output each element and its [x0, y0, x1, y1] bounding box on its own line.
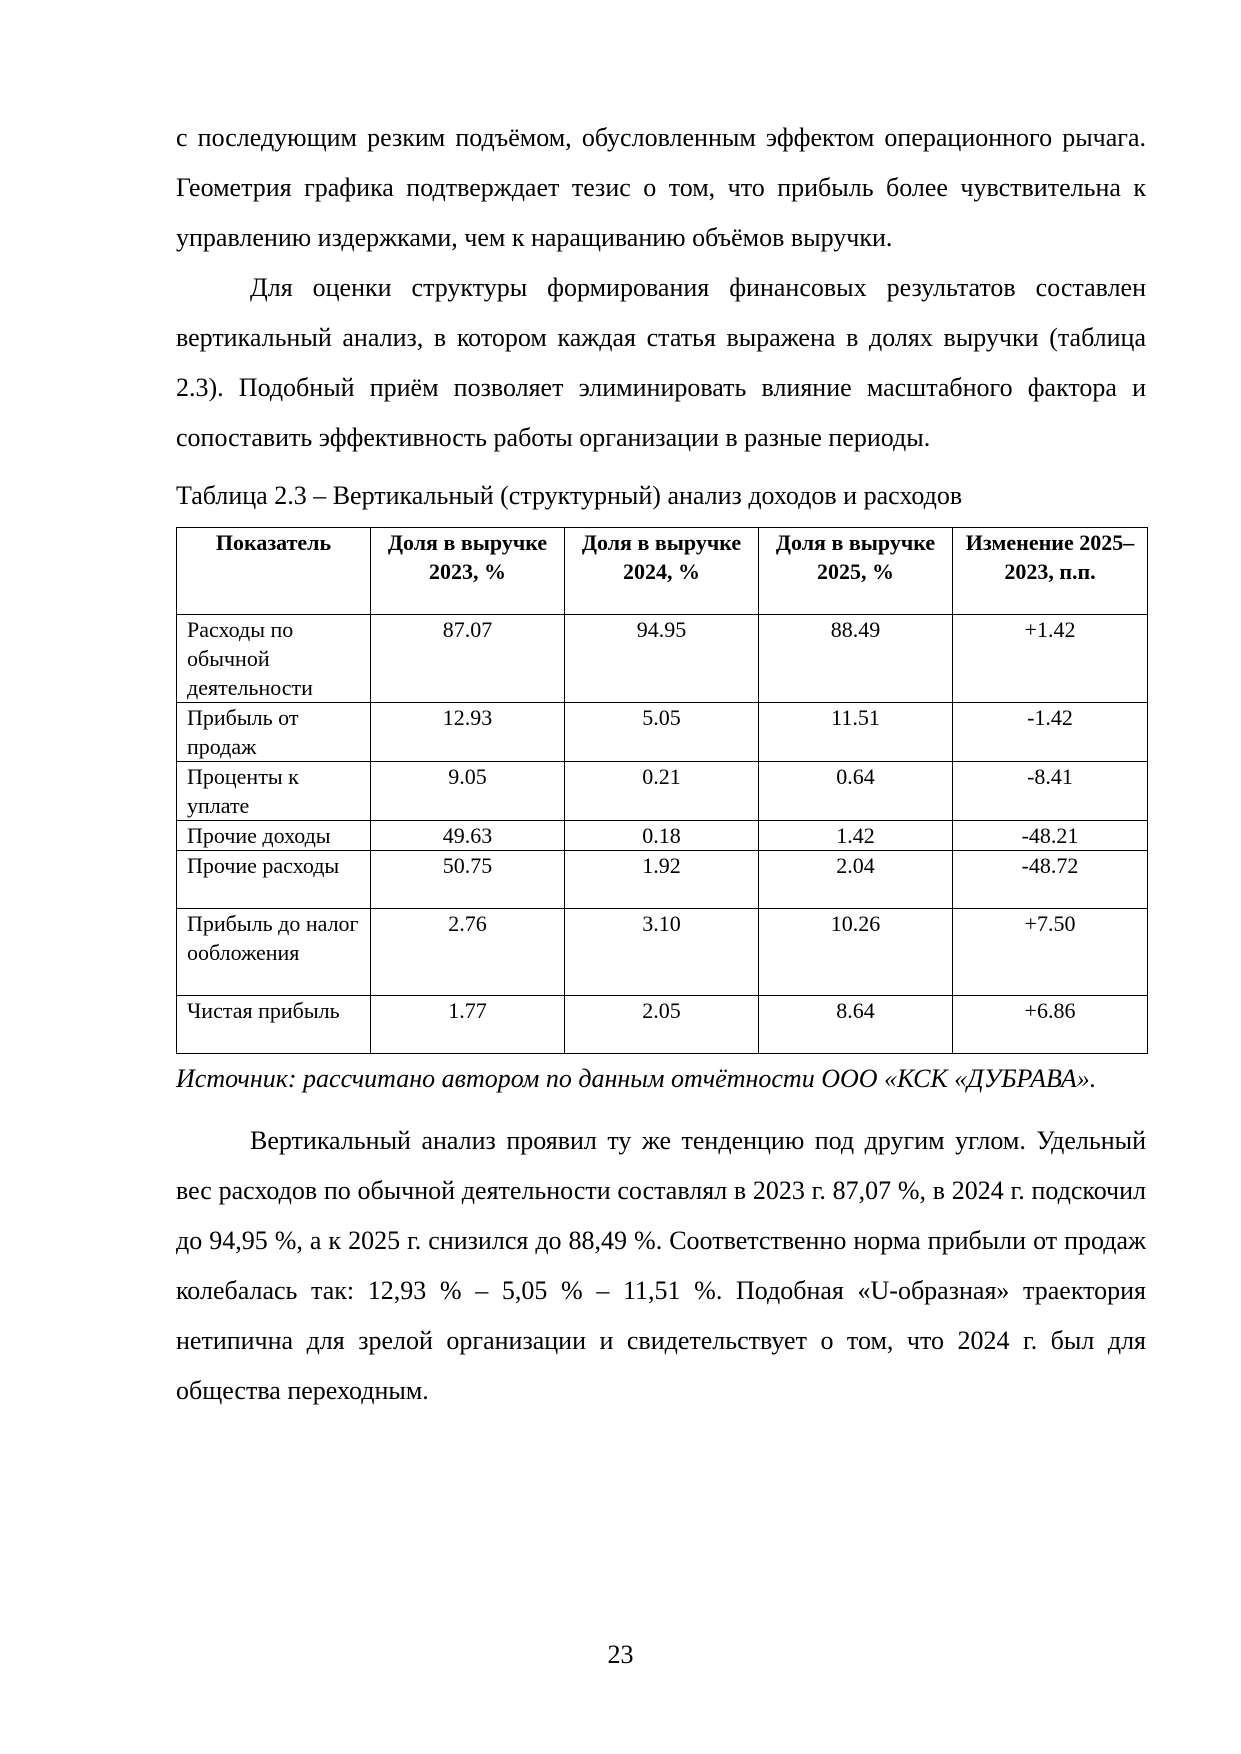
page-number: 23 [607, 1640, 634, 1669]
table-row [177, 851, 1148, 909]
cell-2023: 50.75 [371, 851, 565, 909]
table-row [177, 909, 1148, 996]
row-label: Расходы по обычной деятельности [177, 615, 371, 703]
table-row [177, 615, 1148, 703]
table-source-note: Источник: рассчитано автором по данным отчётности ООО «КСК «ДУБРАВА». [176, 1064, 1097, 1093]
cell-2025: 0.64 [759, 762, 953, 821]
table-body [177, 615, 1148, 1054]
table-header [177, 528, 1148, 615]
cell-2023: 87.07 [371, 615, 565, 703]
paragraph-intro-continuation: с последующим резким подъёмом, обусловленным эффектом операционного рычага. Геометрия графика подтверждает тезис о том, что прибыль более чувствительна к управлению издержками, чем к наращиванию объёмов выручки. [176, 123, 1146, 252]
cell-2023: 12.93 [371, 703, 565, 762]
cell-change: -48.72 [953, 851, 1148, 909]
header-share-2025: Доля в выручке 2025, % [759, 528, 953, 615]
cell-2024: 94.95 [565, 615, 759, 703]
cell-2025: 2.04 [759, 851, 953, 909]
paragraph-vertical-analysis-intro: Для оценки структуры формирования финансовых результатов составлен вертикальный анализ, в котором каждая статья выражена в долях выручки (таблица 2.3). Подобный приём позволяет элиминировать влияние масштабного фактора и сопоставить эффективность работы организации в разные периоды. [176, 273, 1146, 452]
row-label: Прибыль до налогообложения [177, 909, 371, 996]
header-share-2023: Доля в выручке 2023, % [371, 528, 565, 615]
table-header-row [177, 528, 1148, 615]
cell-2024: 2.05 [565, 996, 759, 1054]
cell-2024: 1.92 [565, 851, 759, 909]
cell-2025: 10.26 [759, 909, 953, 996]
table-row [177, 762, 1148, 821]
cell-2025: 88.49 [759, 615, 953, 703]
row-label: Чистая прибыль [177, 996, 371, 1054]
paragraph-analysis-conclusion: Вертикальный анализ проявил ту же тенденцию под другим углом. Удельный вес расходов по обычной деятельности составлял в 2023 г. 87,07 %, в 2024 г. подскочил до 94,95 %, а к 2025 г. снизился до 88,49 %. Соответственно норма прибыли от продаж колебалась так: 12,93 % – 5,05 % – 11,51 %. Подобная «U-образная» траектория нетипична для зрелой организации и свидетельствует о том, что 2024 г. был для общества переходным. [176, 1126, 1146, 1405]
vertical-analysis-table [176, 527, 1148, 1054]
cell-2025: 1.42 [759, 821, 953, 851]
cell-2024: 3.10 [565, 909, 759, 996]
table-caption: Таблица 2.3 – Вертикальный (структурный) анализ доходов и расходов [176, 481, 963, 510]
table-row [177, 703, 1148, 762]
table-row [177, 996, 1148, 1054]
row-label: Прибыль от продаж [177, 703, 371, 762]
row-label: Прочие расходы [177, 851, 371, 909]
cell-change: -8.41 [953, 762, 1148, 821]
header-share-2024: Доля в выручке 2024, % [565, 528, 759, 615]
cell-2023: 2.76 [371, 909, 565, 996]
cell-2024: 5.05 [565, 703, 759, 762]
document-page [176, 113, 1146, 1416]
cell-2025: 11.51 [759, 703, 953, 762]
cell-change: +1.42 [953, 615, 1148, 703]
row-label: Прочие доходы [177, 821, 371, 851]
row-label: Проценты к уплате [177, 762, 371, 821]
cell-2025: 8.64 [759, 996, 953, 1054]
cell-2023: 49.63 [371, 821, 565, 851]
cell-2024: 0.21 [565, 762, 759, 821]
cell-change: -48.21 [953, 821, 1148, 851]
cell-2023: 1.77 [371, 996, 565, 1054]
cell-change: +6.86 [953, 996, 1148, 1054]
header-change: Изменение 2025–2023, п.п. [953, 528, 1148, 615]
cell-2023: 9.05 [371, 762, 565, 821]
cell-change: +7.50 [953, 909, 1148, 996]
header-indicator: Показатель [177, 528, 371, 615]
cell-change: -1.42 [953, 703, 1148, 762]
cell-2024: 0.18 [565, 821, 759, 851]
table-row [177, 821, 1148, 851]
